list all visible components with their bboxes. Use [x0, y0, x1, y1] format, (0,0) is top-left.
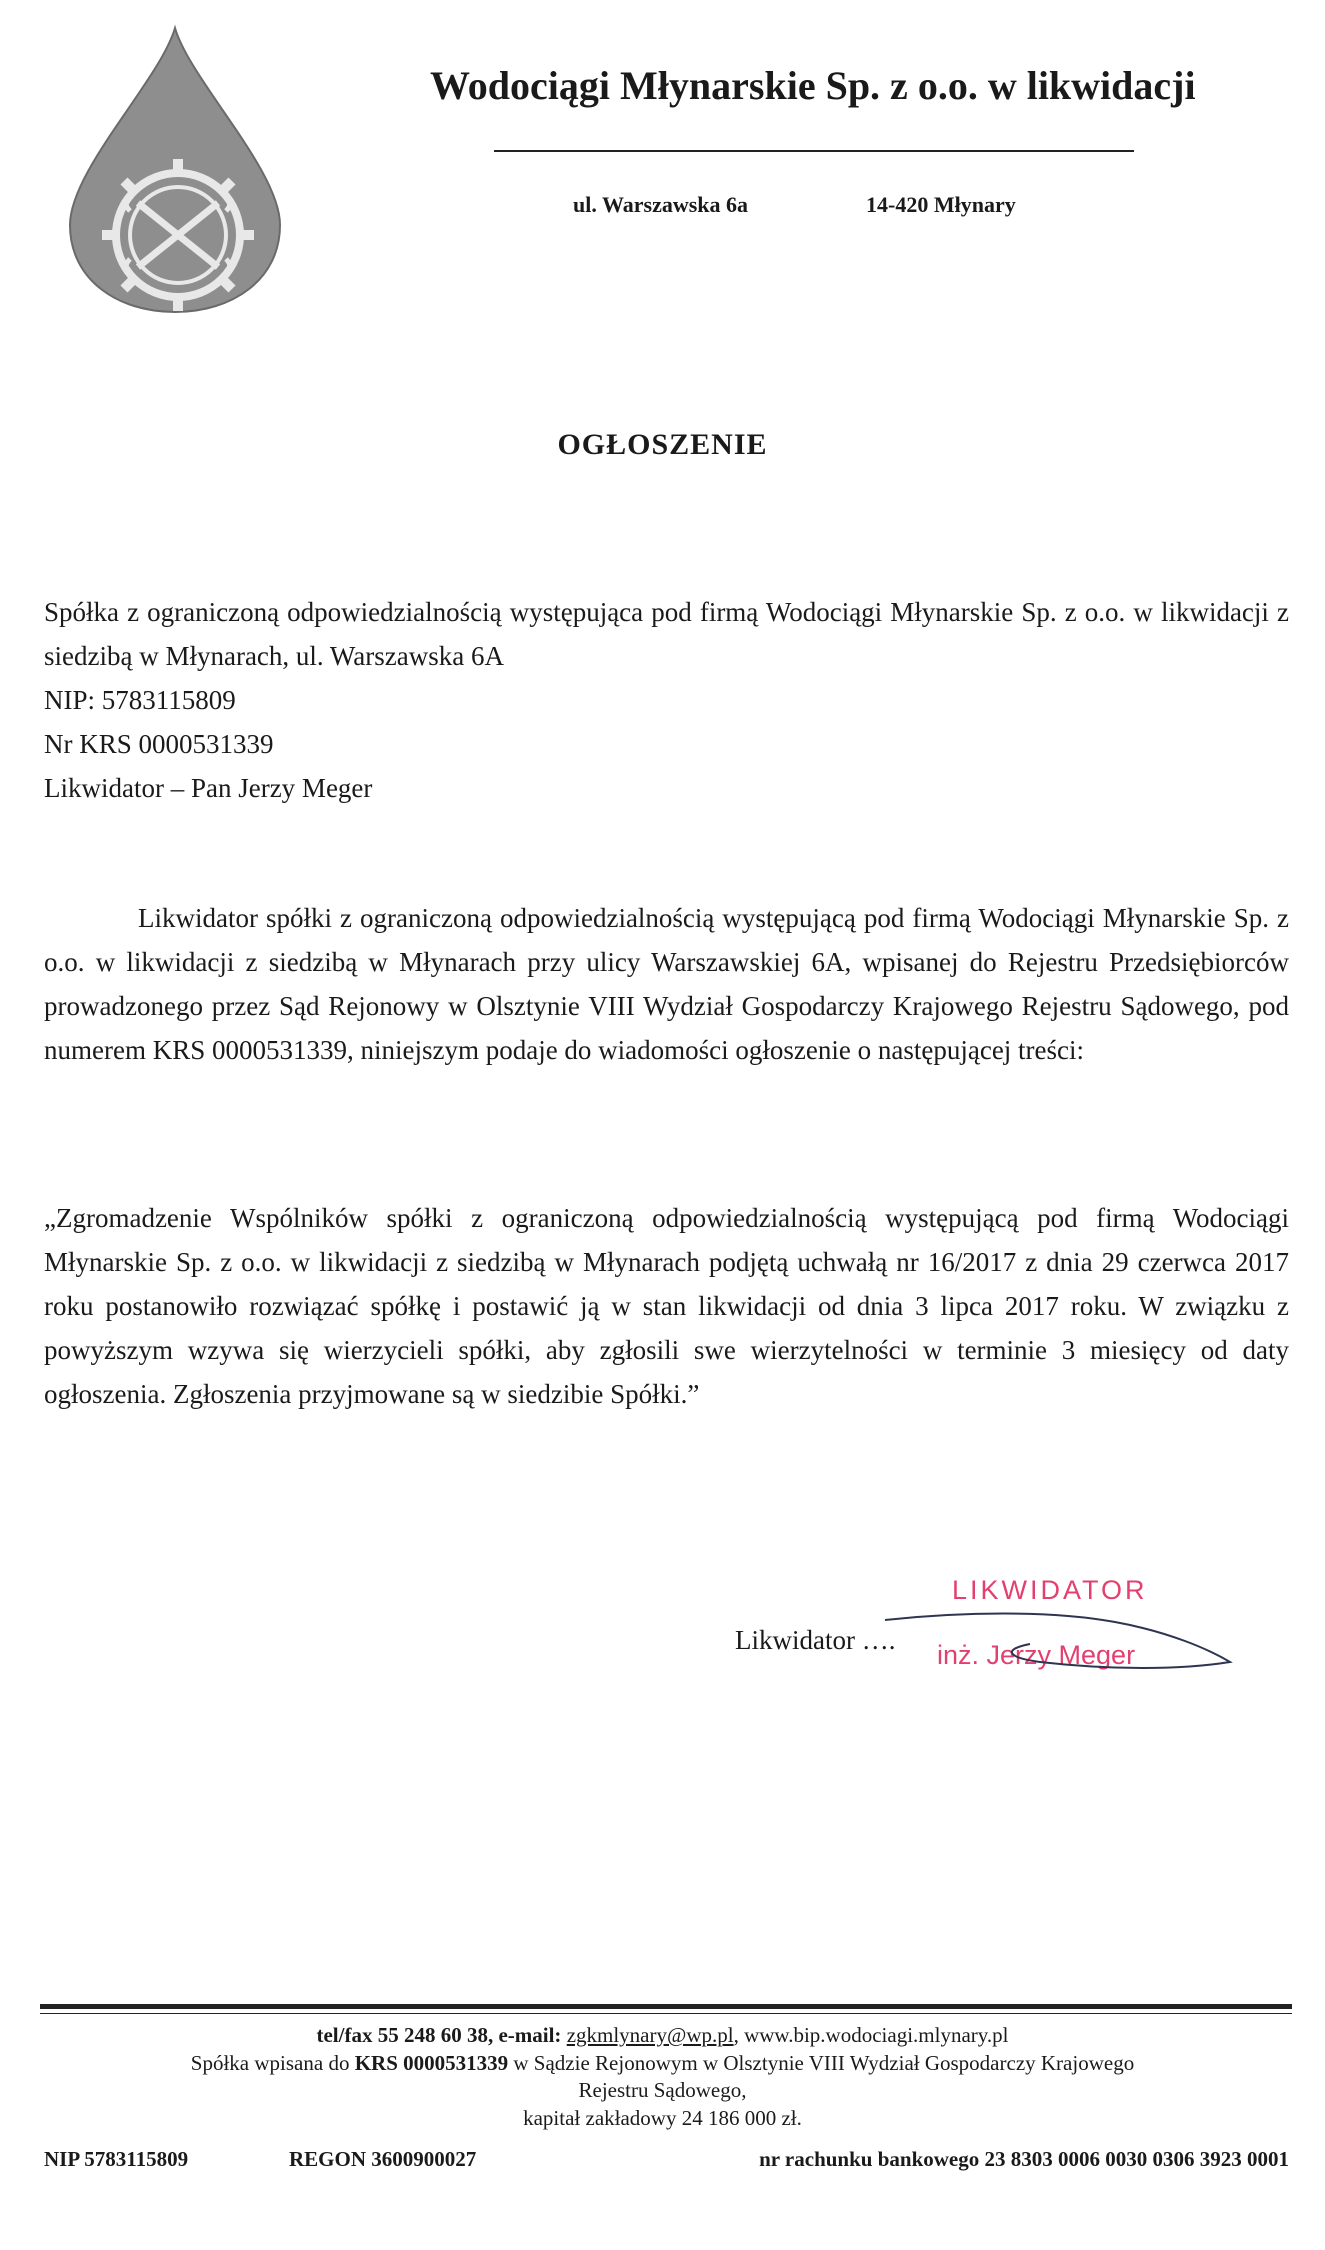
- intro-liquidator: Likwidator – Pan Jerzy Meger: [44, 773, 373, 803]
- footer-krs-prefix: Spółka wpisana do: [190, 2051, 350, 2075]
- announcement-paragraph-1: [44, 896, 1289, 1072]
- signature-label: Likwidator ….: [735, 1625, 896, 1655]
- stamp-title: LIKWIDATOR: [952, 1575, 1148, 1605]
- announcement-paragraph-2: [44, 1196, 1289, 1416]
- footer-website[interactable]: , www.bip.wodociagi.mlynary.pl: [733, 2023, 1009, 2047]
- stamp-name: inż. Jerzy Meger: [937, 1640, 1136, 1670]
- footer-email[interactable]: zgkmlynary@wp.pl: [566, 2023, 734, 2047]
- footer-divider-thick: [40, 2004, 1292, 2009]
- company-name: Wodociągi Młynarskie Sp. z o.o. w likwidacji: [430, 63, 1196, 108]
- intro-company-line: Spółka z ograniczoną odpowiedzialnością występująca pod firmą Wodociągi Młynarskie Sp. z o.o. w likwidacji z siedzibą w Młynarach, ul. Warszawska 6A: [44, 597, 1289, 671]
- paragraph-2-text: „Zgromadzenie Wspólników spółki z ograniczoną odpowiedzialnością występującą pod firmą Wodociągi Młynarskie Sp. z o.o. w likwidacji z siedzibą w Młynarach podjętą uchwałą nr 16/2017 z dnia 29 czerwca 2017 roku postanowiło rozwiązać spółkę i postawić ją w stan likwidacji od dnia 3 lipca 2017 roku. W związku z powyższym wzywa się wierzycieli spółki, aby zgłosili swe wierzytelności w terminie 3 miesięcy od daty ogłoszenia. Zgłoszenia przyjmowane są w siedzibie Spółki.”: [44, 1203, 1289, 1409]
- footer-tel: tel/fax 55 248 60 38, e-mail:: [316, 2023, 562, 2047]
- footer-capital: kapitał zakładowy 24 186 000 zł.: [523, 2106, 802, 2130]
- footer-registry: Rejestru Sądowego,: [578, 2078, 747, 2102]
- address-street: ul. Warszawska 6a: [573, 192, 749, 217]
- header-divider: [494, 150, 1134, 152]
- footer-krs: KRS 0000531339: [354, 2051, 509, 2075]
- page-title: OGŁOSZENIE: [557, 428, 768, 461]
- address-city: 14-420 Młynary: [866, 192, 1016, 217]
- company-logo-icon: [40, 20, 310, 320]
- footer-regon: REGON 3600900027: [289, 2147, 477, 2171]
- intro-krs: Nr KRS 0000531339: [44, 729, 274, 759]
- footer-divider-thin: [40, 2013, 1292, 2014]
- footer-registration: [0, 2050, 1325, 2077]
- intro-nip: NIP: 5783115809: [44, 685, 236, 715]
- intro-block: [44, 590, 1289, 810]
- handwritten-signature: [880, 1600, 1240, 1690]
- footer-bank-account: nr rachunku bankowego 23 8303 0006 0030 0306 3923 0001: [759, 2147, 1289, 2171]
- footer-krs-suffix: w Sądzie Rejonowym w Olsztynie VIII Wydział Gospodarczy Krajowego: [513, 2051, 1135, 2075]
- footer-nip: NIP 5783115809: [44, 2147, 189, 2171]
- paragraph-1-text: Likwidator spółki z ograniczoną odpowiedzialnością występującą pod firmą Wodociągi Młynarskie Sp. z o.o. w likwidacji z siedzibą w Młynarach przy ulicy Warszawskiej 6A, wpisanej do Rejestru Przedsiębiorców prowadzonego przez Sąd Rejonowy w Olsztynie VIII Wydział Gospodarczy Krajowego Rejestru Sądowego, pod numerem KRS 0000531339, niniejszym podaje do wiadomości ogłoszenie o następującej treści:: [44, 903, 1289, 1065]
- footer-contact: [0, 2022, 1325, 2049]
